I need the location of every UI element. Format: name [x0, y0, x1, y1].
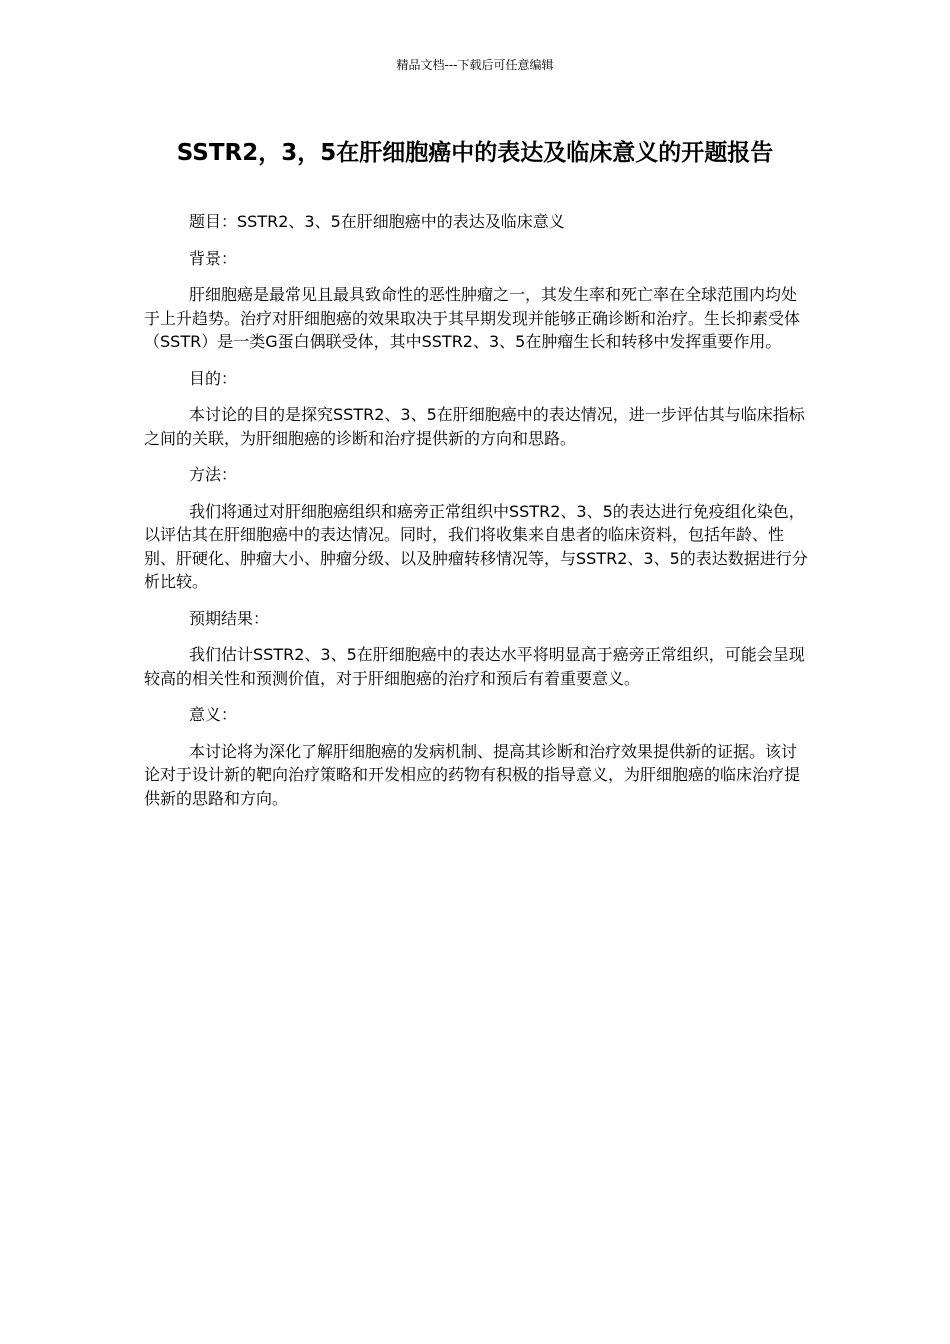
expected-results-paragraph: 我们估计SSTR2、3、5在肝细胞癌中的表达水平将明显高于癌旁正常组织，可能会呈现较高的相关性和预测价值，对于肝细胞癌的治疗和预后有着重要意义。	[144, 645, 805, 688]
section-heading-expected-results: 预期结果：	[189, 608, 270, 628]
background-paragraph: 肝细胞癌是最常见且最具致命性的恶性肿瘤之一，其发生率和死亡率在全球范围内均处于上升趋势。治疗对肝细胞癌的效果取决于其早期发现并能够正确诊断和治疗。生长抑素受体（SSTR）是一类G蛋白偶联受体，其中SSTR2、3、5在肿瘤生长和转移中发挥重要作用。	[144, 285, 801, 351]
document-title: SSTR2，3，5在肝细胞癌中的表达及临床意义的开题报告	[176, 140, 774, 166]
objective-paragraph: 本讨论的目的是探究SSTR2、3、5在肝细胞癌中的表达情况，进一步评估其与临床指标之间的关联，为肝细胞癌的诊断和治疗提供新的方向和思路。	[144, 405, 805, 448]
document-body	[144, 210, 809, 823]
topic-line: 题目：SSTR2、3、5在肝细胞癌中的表达及临床意义	[189, 212, 565, 231]
methods-paragraph: 我们将通过对肝细胞癌组织和癌旁正常组织中SSTR2、3、5的表达进行免疫组化染色，以评估其在肝细胞癌中的表达情况。同时，我们将收集来自患者的临床资料，包括年龄、性别、肝硬化、肿瘤大小、肿瘤分级、以及肿瘤转移情况等，与SSTR2、3、5的表达数据进行分析比较。	[144, 501, 808, 591]
section-heading-background: 背景：	[189, 248, 238, 268]
section-heading-objective: 目的：	[189, 368, 238, 388]
section-heading-significance: 意义：	[189, 705, 238, 724]
significance-paragraph: 本讨论将为深化了解肝细胞癌的发病机制、提高其诊断和治疗效果提供新的证据。该讨论对于设计新的靶向治疗策略和开发相应的药物有积极的指导意义，为肝细胞癌的临床治疗提供新的思路和方向。	[144, 741, 801, 808]
section-heading-methods: 方法：	[189, 465, 238, 484]
page-header-note: 精品文档---下载后可任意编辑	[396, 58, 554, 72]
